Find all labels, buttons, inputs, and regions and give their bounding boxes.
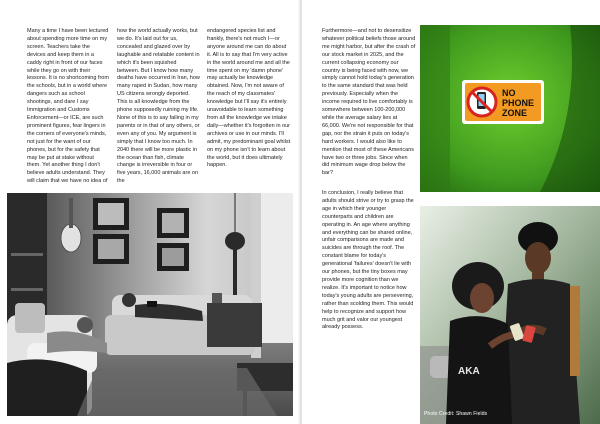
no-phone-zone-photo	[420, 25, 600, 192]
column-3-text: endangered species list and frankly, there's not much I—or anyone around me can do about it. All is to say that I'm very active in the world around me and all the time spent on my 'damn phone' may actually be knowledge obtained. Now, I'm not aware of the reach of my classmates' knowledge but I'll say it's entirely unavoidable to learn something from all the knowledge we intake daily—whether it's forgotten in our archives or use in our minds. I'll admit, my predominant goal whilst on my phone isn't to learn about the world, but it does ultimately happen.	[207, 28, 291, 169]
sign-text-zone: ZONE	[502, 108, 528, 118]
right-page	[302, 0, 600, 424]
photo-credit: Photo Credit: Shawn Fields	[424, 411, 488, 417]
no-phone-sign	[462, 80, 544, 124]
living-room-photo	[7, 193, 293, 416]
article-column-bottom	[322, 190, 416, 338]
green-wall-illustration	[420, 25, 600, 192]
column-bottom-text: In conclusion, I really believe that adults should strive or try to grasp the age in which their younger counterparts and children are operating in. An age where anything and everything can be shared online, unfair comparisons are made and suicides are through the roof. The constant blame for today's generational 'failures' doesn't lie with our phones, but the tiny boxes may provide more cognition than we realize. It's important to notice how today's young adults are persevering, rather than scolding them. This would help to recognize and support how much grit and valor our youngest already possess.	[322, 190, 414, 331]
article-column-1	[27, 28, 109, 192]
sign-text-phone: PHONE	[502, 98, 535, 108]
column-top-text: Furthermore—and not to desensitize whatever political beliefs those around me might harbor, but after the crash of our stock market in 2025, and the current collapsing economy our country is being faced with now, we simply cannot hold today's generation to the same standard that was held previously. Especially when the income required to live comfortably is somewhere between 100-200,000 while the average salary lies at 66,000. We're not responsible for that gap, nor the strain it puts on today's hard workers. I would also like to mention that most of these Americans have two or three jobs. Since when did minimum wage drop below the bar?	[322, 28, 416, 177]
article-column-2	[117, 28, 200, 192]
article-column-3	[207, 28, 291, 176]
teens-with-phones-photo	[420, 206, 600, 424]
teens-illustration	[420, 206, 600, 424]
shirt-lettering: AKA	[458, 366, 480, 377]
column-2-text: how the world actually works, but we do. It's laid out for us, concealed and glazed over by laughable and relatable content in which it's been squished between. But I know how many deaths have occurred in Iran, how many raped in Sudan, how many US citizens wrongly deported. This is all knowledge from the phone supposedly ruining my life. None of this is to say failing in my parents or in that of any others, or even any of you. My argument is simply that I know too much. In 2040 there will be more plastic in the ocean than fish, climate change is irreversible in four or five years, 16,000 animals are on the	[117, 28, 200, 185]
column-1-text: Many a time I have been lectured about spending more time on my screen. Teachers take the devices and keep them in a caddy right in front of our faces while they go on with their lessons. It is no shortcoming from the schools, but in a world where dangers such as school shootings, and dare I say Immigration and Customs Enforcement—or ICE, are such prominent figures, fear lingers in the corners of everyone's minds, not just for the want of our phones, but for the safety that may be put at stake without them. Yet another thing I don't believe adults understand. They will claim that we have no idea of	[27, 28, 109, 185]
article-column-top	[322, 28, 416, 184]
sign-text-no: NO	[502, 88, 516, 98]
living-room-illustration	[7, 193, 293, 416]
